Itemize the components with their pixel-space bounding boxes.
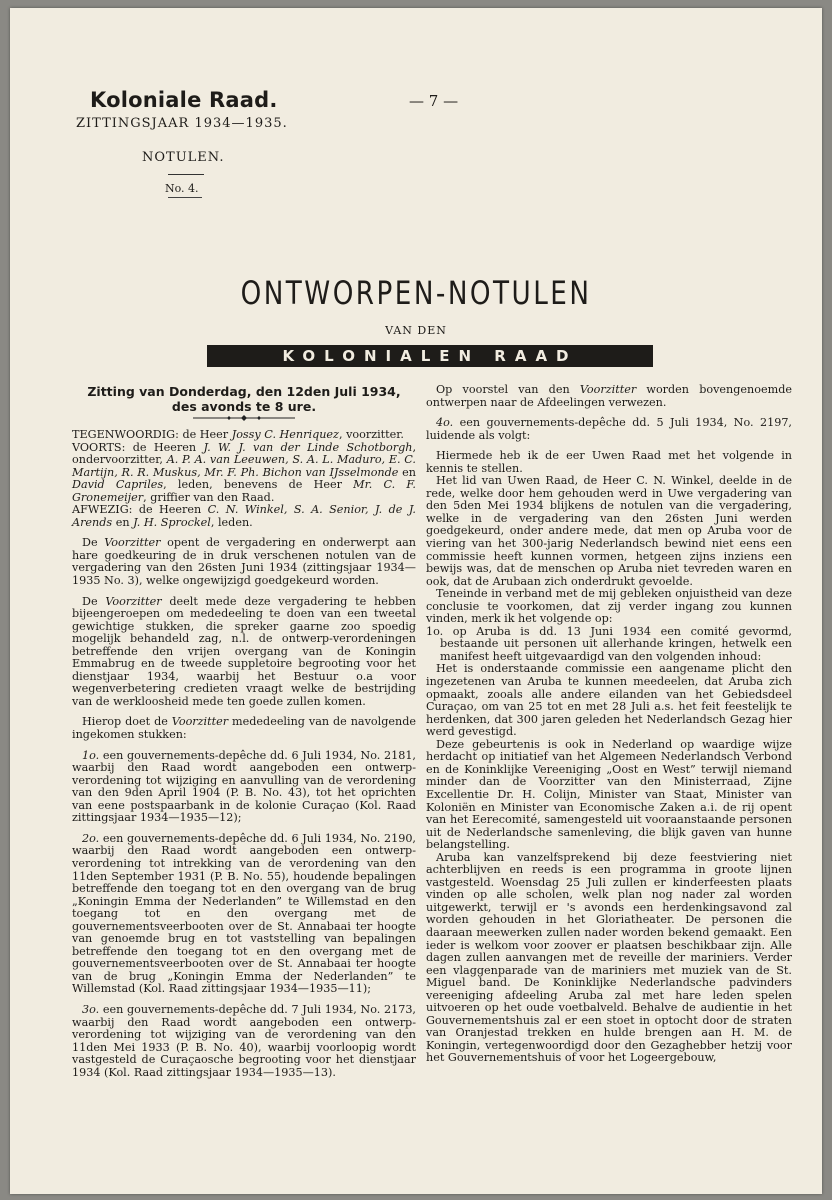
text: , leden. bbox=[210, 515, 253, 529]
list-item bbox=[72, 833, 416, 996]
paragraph bbox=[426, 384, 792, 409]
text: worden bovengenoemde ontwerpen naar de Afdeelingen verwezen. bbox=[426, 383, 792, 409]
label-absent: AFWEZIG bbox=[72, 503, 129, 517]
text: deelt mede deze vergadering te hebben bijeengeroepen om mededeeling te doen van een tweetal gewichtige stukken, die spreker gaarne zoo spoedig mogelijk behandeld zag, n.l. de ontwerp-verordeningen betreffende den vrijen overgang van de Koningin Emmabrug en de tweede suppletoire begrooting voor het dienstjaar 1934, waarbij het Bestuur o.a voor wegenverbetering credieten vraagt welke de bestrijding van de werkloosheid mede ten goede zullen komen. bbox=[72, 594, 416, 708]
body-columns bbox=[72, 384, 792, 1094]
paragraph bbox=[72, 716, 416, 741]
paragraph: Hiermede heb ik de eer Uwen Raad met het volgende in kennis te stellen. bbox=[426, 449, 792, 475]
item-number: 1o. bbox=[82, 748, 100, 762]
text: : de Heer bbox=[175, 428, 232, 441]
session-heading-line: des avonds te 8 ure. bbox=[171, 399, 317, 414]
ornament-diamond bbox=[241, 415, 247, 421]
divider bbox=[168, 174, 204, 175]
text: , griffier van den Raad. bbox=[143, 490, 275, 504]
text: : de Heeren bbox=[128, 503, 208, 517]
text: : de Heeren bbox=[121, 440, 204, 454]
paragraph: Deze gebeurtenis is ook in Nederland op waardige wijze herdacht op initiatief van het Algemeen Nederlandsch Verbond en de Koninklijke Vereeniging „Oost en West” terwijl niemand minder dan de Voorzitter van den Ministerraad, Zijne Excellentie Dr. H. Colijn, Minister van Staat, Minister van Koloniën en Minister van Economische Zaken a.i. de rij opent van het Eerecomité, samengesteld uit vooraanstaande personen uit de Nederlandsche samenleving, die blijk gaven van hunne belangstelling. bbox=[426, 737, 792, 852]
chairman-ref: Voorzitter bbox=[579, 383, 637, 396]
paragraph bbox=[72, 596, 416, 709]
member-name: David Capriles bbox=[72, 478, 164, 492]
text: , ondervoorzitter, bbox=[72, 440, 416, 467]
text: mededeeling van de navolgende ingekomen stukken: bbox=[72, 715, 416, 742]
text: Op voorstel van den bbox=[436, 383, 580, 396]
issue-number: No. 4. bbox=[165, 182, 199, 195]
text: , leden, benevens de Heer bbox=[163, 478, 354, 492]
text: Hierop doet de bbox=[82, 715, 172, 729]
list-item bbox=[426, 417, 792, 442]
text: , voorzitter. bbox=[338, 428, 404, 441]
left-column bbox=[72, 384, 416, 1079]
member-name: J. H. Sprockel bbox=[133, 515, 211, 529]
label-present: TEGENWOORDIG bbox=[72, 428, 176, 441]
ornament-divider bbox=[189, 415, 299, 421]
document-page bbox=[10, 8, 822, 1194]
text: en bbox=[398, 465, 416, 479]
text: en bbox=[112, 515, 134, 529]
item-text: op Aruba is dd. 13 Juni 1934 een comité gevormd, bestaande uit personen uit allerhande kringen, hetwelk een manifest heeft uitgevaardigd van den volgenden inhoud: bbox=[440, 624, 792, 663]
list-item bbox=[72, 750, 416, 825]
list-item bbox=[426, 626, 792, 664]
item-number: 3o. bbox=[82, 1002, 100, 1016]
item-number: 1o. bbox=[426, 624, 444, 638]
ornament-diamond bbox=[227, 416, 231, 420]
attendance-absent bbox=[72, 504, 416, 529]
attendance-further bbox=[72, 442, 416, 505]
item-text: een gouvernements-depêche dd. 5 Juli 1934, No. 2197, luidende als volgt: bbox=[426, 416, 792, 442]
divider bbox=[168, 197, 202, 198]
item-text: een gouvernements-depêche dd. 7 Juli 1934, No. 2173, waarbij den Raad wordt aangeboden een ontwerp-verordening tot wijziging van de verordening van den 11den Mei 1933 (P. B. No. 40), waarbij voorloopig wordt vastgesteld de Curaçaosche begrooting voor het dienstjaar 1934 (Kol. Raad zittingsjaar 1934—1935—13). bbox=[72, 1002, 416, 1079]
member-names: A. P. A. van Leeuwen, S. A. L. Maduro, E. C. Martijn, R. R. Muskus, Mr. F. Ph. Bichon van IJsselmonde bbox=[72, 453, 416, 479]
paragraph: Het is onderstaande commissie een aangename plicht den ingezetenen van Aruba te kunnen meedeelen, dat Aruba zich opmaakt, zooals alle andere eilanden van het Gebiedsdeel Curaçao, om van 25 tot en met 28 Juli a.s. het feit feestelijk te herdenken, dat 300 jaren geleden het Nederlandsch Gezag hier werd gevestigd. bbox=[426, 662, 792, 739]
title-subline: VAN DEN bbox=[385, 324, 447, 337]
chairman-name: Jossy C. Henriquez bbox=[231, 428, 339, 441]
item-text: een gouvernements-depêche dd. 6 Juli 1934, No. 2181, waarbij den Raad wordt aangeboden een ontwerp-verordening tot wijziging en aanvulling van de verordening van den 9den April 1904 (P. B. No. 43), tot het oprichten van eene postspaarbank in de kolonie Curaçao (Kol. Raad zittingsjaar 1934—1935—12); bbox=[72, 748, 416, 825]
council-name-banner bbox=[207, 345, 653, 367]
item-number: 4o. bbox=[436, 416, 454, 430]
session-year: ZITTINGSJAAR 1934—1935. bbox=[76, 116, 288, 131]
paragraph: Aruba kan vanzelfsprekend bij deze feestviering niet achterblijven en reeds is een programma in groote lijnen vastgesteld. Woensdag 25 Juli zullen er kinderfeesten plaats vinden op alle scholen, welk plan nog nader zal worden uitgewerkt, terwijl er 's avonds een herdenkingsavond zal worden gehouden in het Gloriatheater. De personen die daaraan meewerken zullen nader worden bekend gemaakt. Een ieder is welkom voor zoover er plaatsen beschikbaar zijn. Alle dagen zullen aanvangen met de reveille der mariniers. Verder een vlaggenparade van de mariniers met muziek van de St. Miguel band. De Koninklijke Nederlandsche padvinders vereeniging afdeeling Aruba zal met hare leden spelen uitvoeren op het oude voetbalveld. Behalve de audientie in het Gouvernementshuis zal er een stoet in optocht door de straten van Oranjestad trekken en hulde brengen aan H. M. de Koningin, vertegenwoordigd door den Gezaghebber hetzij voor het Gouvernementshuis of voor het Logeergebouw, bbox=[426, 850, 792, 1065]
chairman-ref: Voorzitter bbox=[105, 594, 162, 608]
chairman-ref: Voorzitter bbox=[171, 715, 229, 729]
ornament-diamond bbox=[257, 416, 261, 420]
member-name: J. W. J. van der Linde Schotborgh bbox=[203, 440, 413, 454]
clerk-name: Mr. C. F. Gronemeijer bbox=[72, 478, 416, 504]
item-text: een gouvernements-depêche dd. 6 Juli 1934, No. 2190, waarbij den Raad wordt aangeboden een ontwerp-verordening tot intrekking van de verordening van den 11den September 1931 (P. B. No. 55), houdende bepalingen betreffende den toegang tot en den overgang van de brug „Koningin Emma der Nederlanden” te Willemstad en den toegang tot en den overgang met de gouvernementsveerbooten over de St. Annabaai ter hoogte van genoemde brug en tot vaststelling van bepalingen betreffende den toegang tot en den overgang met de gouvernementsveerbooten over de St. Annabaai ter hoogte van de brug „Koningin Emma der Nederlanden” te Willemstad (Kol. Raad zittingsjaar 1934—1935—11); bbox=[72, 831, 416, 996]
page-number: — 7 — bbox=[409, 92, 459, 110]
chairman-ref: Voorzitter bbox=[104, 536, 161, 550]
paragraph bbox=[72, 537, 416, 587]
item-number: 2o. bbox=[82, 831, 100, 845]
section-label: NOTULEN. bbox=[142, 150, 225, 165]
paragraph: Teneinde in verband met de mij gebleken onjuistheid van deze conclusie te voorkomen, dat zij verder ingang zou kunnen vinden, merk ik het volgende op: bbox=[426, 587, 792, 626]
session-heading bbox=[72, 384, 416, 414]
banner-text: KOLONIALEN RAAD bbox=[282, 347, 578, 365]
session-heading-line: Zitting van Donderdag, den 12den Juli 1934, bbox=[87, 384, 401, 399]
text: De bbox=[82, 536, 105, 550]
document-title: ONTWORPEN-NOTULEN bbox=[240, 274, 592, 312]
text: opent de vergadering en onderwerpt aan hare goedkeuring de in druk verschenen notulen van de vergadering van den 26sten Juni 1934 (zittingsjaar 1934—1935 No. 3), welke ongewijzigd goedgekeurd worden. bbox=[72, 536, 416, 588]
list-item bbox=[72, 1004, 416, 1079]
council-title: Koloniale Raad. bbox=[90, 88, 278, 112]
paragraph: Het lid van Uwen Raad, de Heer C. N. Winkel, deelde in de rede, welke door hem gehouden werd in Uwe vergadering van den 5den Mei 1934 blijkens de notulen van die vergadering, welke in de vergadering van den 26sten Juni werden goedgekeurd, onder andere mede, dat men op Aruba voor de viering van het 300-jarig Nederlandsch bewind niet eens een commissie heeft kunnen vormen, hetgeen zijns inziens een bewijs was, dat de menschen op Aruba niet tevreden waren en ook, dat de Arubaan zich onderdrukt gevoelde. bbox=[426, 474, 792, 588]
right-column bbox=[426, 384, 792, 1065]
label-further: VOORTS bbox=[72, 440, 122, 454]
text: De bbox=[82, 594, 106, 608]
member-names: C. N. Winkel, S. A. Senior, J. de J. Arends bbox=[72, 503, 416, 529]
